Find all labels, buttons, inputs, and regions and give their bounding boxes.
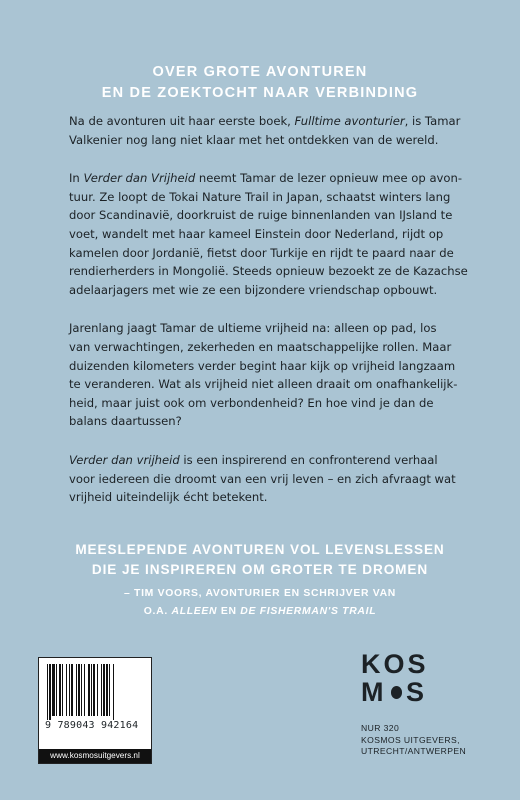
logo-letter: M	[361, 677, 387, 707]
text: O.A.	[143, 606, 172, 617]
text: balans daartussen?	[69, 414, 182, 429]
text: tuur. Ze loopt de Tokai Nature Trail in Japan, schaatst winters lang	[69, 189, 451, 204]
logo-row-1: KOS	[361, 649, 429, 679]
heading	[0, 62, 520, 104]
kosmos-logo	[361, 650, 427, 710]
text: voet, wandelt met haar kameel Einstein door Nederland, rijdt op	[69, 226, 444, 241]
quote-attribution	[0, 585, 520, 621]
text: In	[69, 171, 84, 186]
blurb	[69, 112, 468, 527]
text: Valkenier nog lang niet klaar met het ontdekken van de wereld.	[69, 132, 439, 147]
paragraph-1	[69, 112, 464, 149]
heading-line-1: OVER GROTE AVONTUREN	[152, 64, 368, 80]
paragraph-4	[69, 451, 464, 507]
text: EN	[217, 606, 241, 617]
text: adelaarjagers met wie ze een bijzondere vriendschap opbouwt.	[69, 282, 438, 297]
publisher-name: KOSMOS UITGEVERS,	[361, 734, 460, 745]
text: voor iedereen die droomt van een vrij leven – en zich afvraagt wat	[69, 471, 456, 486]
text: rendierherders in Mongolië. Steeds opnieuw bezoekt ze de Kazachse	[69, 264, 468, 279]
text: Jarenlang jaagt Tamar de ultieme vrijheid na: alleen op pad, los	[69, 321, 437, 336]
text: , is Tamar	[404, 114, 461, 128]
text: Na de avonturen uit haar eerste boek,	[69, 114, 295, 128]
heading-line-2: EN DE ZOEKTOCHT NAAR VERBINDING	[101, 85, 419, 101]
book-title: Verder dan Vrijheid	[83, 171, 196, 186]
attribution-line-2	[0, 603, 520, 621]
text: vrijheid uiteindelijk écht betekent.	[69, 490, 268, 505]
text: duizenden kilometers verder begint haar kijk op vrijheid langzaam	[69, 358, 456, 373]
publisher-website: www.kosmosuitgevers.nl	[39, 749, 151, 763]
paragraph-3	[69, 319, 464, 431]
book-title: Verder dan vrijheid	[69, 452, 180, 467]
text: te veranderen. Wat als vrijheid niet alleen draait om onafhankelijk-	[69, 377, 458, 392]
logo-letter: S	[405, 677, 427, 707]
book-title: ALLEEN	[171, 606, 218, 617]
barcode	[45, 664, 145, 720]
logo-dot-icon	[391, 686, 402, 699]
nur-code: NUR 320	[361, 723, 400, 733]
paragraph-2	[69, 169, 468, 299]
publisher-info	[361, 723, 466, 758]
isbn-number: 9 789043 942164	[45, 720, 139, 731]
text: kamelen door Jordanië, fietst door Turkije en rijdt te paard naar de	[69, 245, 454, 260]
quote-line-2: DIE JE INSPIREREN OM GROTER TE DROMEN	[91, 562, 429, 577]
logo-row-2	[361, 678, 427, 706]
text: door Scandinavië, doorkruist de ruige binnenlanden van IJsland te	[69, 208, 453, 223]
barcode-panel	[38, 657, 152, 764]
text: neemt Tamar de lezer opnieuw mee op avon-	[195, 171, 463, 186]
book-title: Fulltime avonturier	[294, 114, 405, 128]
text: heid, maar juist ook om verbondenheid? En hoe vind je dan de	[69, 395, 434, 410]
text: is een inspirerend en confronterend verhaal	[179, 452, 438, 467]
quote-line-1: MEESLEPENDE AVONTUREN VOL LEVENSLESSEN	[75, 542, 445, 557]
review-quote	[0, 540, 520, 580]
attribution-line-1: – TIM VOORS, AVONTURIER EN SCHRIJVER VAN	[123, 588, 397, 599]
book-title: DE FISHERMAN'S TRAIL	[240, 606, 377, 617]
text: van verwachtingen, zekerheden en maatschappelijke rollen. Maar	[69, 339, 452, 354]
publisher-city: UTRECHT/ANTWERPEN	[361, 746, 467, 757]
